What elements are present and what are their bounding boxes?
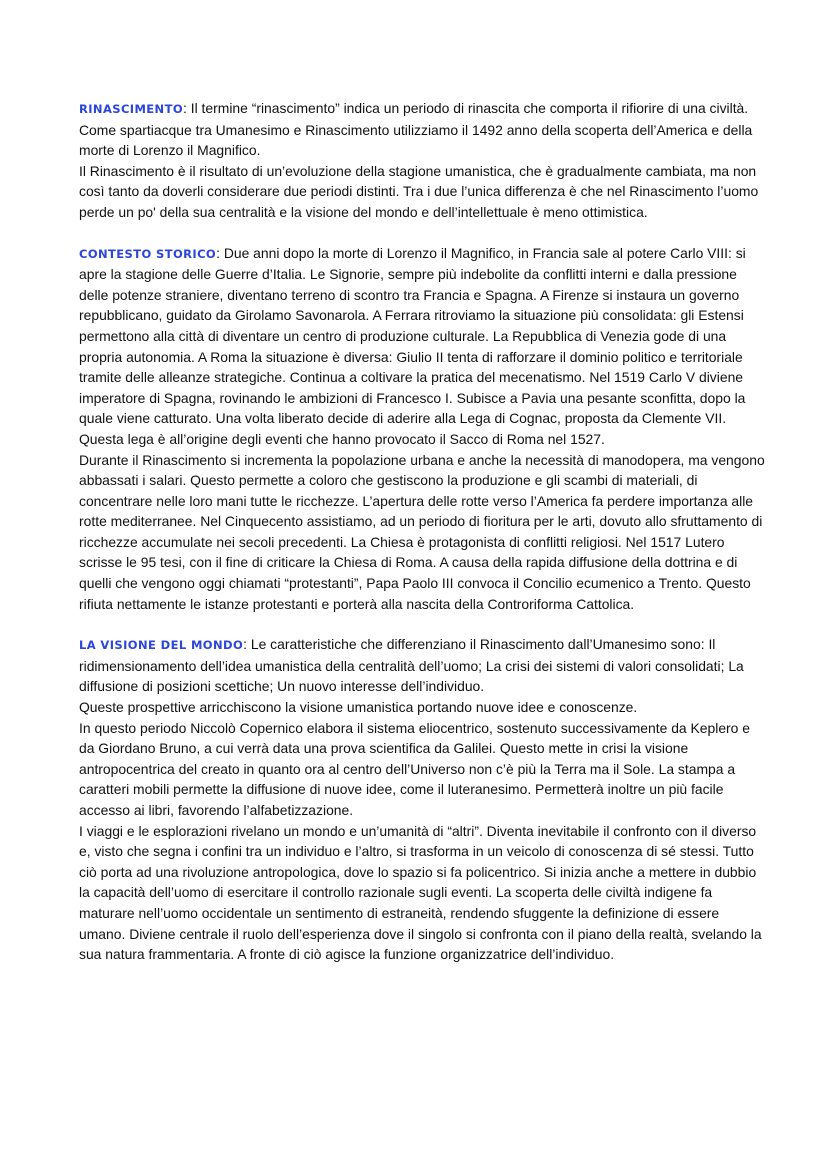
- paragraph: [79, 634, 768, 697]
- paragraph: I viaggi e le esplorazioni rivelano un mondo e un’umanità di “altri”. Diventa inevitabile il confronto con il diverso e, visto che segna i confini tra un individuo e l’altro, si trasforma in un veicolo di conoscenza di sé stessi. Tutto ciò porta ad una rivoluzione antropologica, dove lo spazio si fa policentrico. Si inizia anche a mettere in dubbio la capacità dell’uomo di esercitare il controllo razionale sugli eventi. La scoperta delle civiltà indigene fa maturare nell’uomo occidentale un sentimento di estraneità, rendendo sfuggente la definizione di essere umano. Diviene centrale il ruolo dell’esperienza dove il singolo si confronta con il piano della realtà, svelando la sua natura frammentaria. A fronte di ciò agisce la funzione organizzatrice dell’individuo.: [79, 822, 762, 963]
- paragraph: Il Rinascimento è il risultato di un’evoluzione della stagione umanistica, che è gradualmente cambiata, ma non così tanto da doverli considerare due periodi distinti. Tra i due l’unica differenza è che nel Rinascimento l’uomo perde un po' della sua centralità e la visione del mondo e dell’intellettuale è meno ottimistica.: [79, 162, 759, 220]
- section-rinascimento: [79, 98, 768, 223]
- paragraph: Queste prospettive arricchiscono la visione umanistica portando nuove idee e conoscenze.: [79, 699, 638, 716]
- paragraph-text: : Il termine “rinascimento” indica un periodo di rinascita che comporta il rifiorire di una civiltà. Come spartiacque tra Umanesimo e Rinascimento utilizziamo il 1492 anno della scoperta dell’America e della morte di Lorenzo il Magnifico.: [79, 100, 753, 159]
- paragraph-text: : Due anni dopo la morte di Lorenzo il Magnifico, in Francia sale al potere Carlo VIII: si apre la stagione delle Guerre d’Italia. Le Signorie, sempre più indebolite da conflitti interni e dalla pressione delle potenze straniere, diventano terreno di scontro tra Francia e Spagna. A Firenze si instaura un governo repubblicano, guidato da Girolamo Savonarola. A Ferrara ritroviamo la situazione più consolidata: gli Estensi permettono alla città di diventare un centro di produzione culturale. La Repubblica di Venezia gode di una propria autonomia. A Roma la situazione è diversa: Giulio II tenta di rafforzare il dominio politico e territoriale tramite delle alleanze strategiche. Continua a coltivare la pratica del mecenatismo. Nel 1519 Carlo V diviene imperatore di Spagna, rovinando le ambizioni di Francesco I. Subisce a Pavia una pesante sconfitta, dopo la quale viene catturato. Una volta liberato decide di aderire alla Lega di Cognac, proposta da Clemente VII. Questa lega è all’origine degli eventi che hanno provocato il Sacco di Roma nel 1527.: [79, 244, 746, 447]
- paragraph: Durante il Rinascimento si incrementa la popolazione urbana e anche la necessità di manodopera, ma vengono abbassati i salari. Questo permette a coloro che gestiscono la produzione e gli scambi di materiali, di concentrare nelle loro mani tutte le ricchezze. L’apertura delle rotte verso l’America fa perdere importanza alle rotte mediterranee. Nel Cinquecento assistiamo, ad un periodo di fioritura per le arti, dovuto allo sfruttamento di ricchezze accumulate nei secoli precedenti. La Chiesa è protagonista di conflitti religiosi. Nel 1517 Lutero scrisse le 95 tesi, con il fine di criticare la Chiesa di Roma. A causa della rapida diffusione della dottrina e di quelli che vengono oggi chiamati “protestanti”, Papa Paolo III convoca il Concilio ecumenico a Trento. Questo rifiuta nettamente le istanze protestanti e porterà alla nascita della Controriforma Cattolica.: [79, 451, 765, 612]
- section-visione-del-mondo: [79, 634, 768, 965]
- section-contesto-storico: [79, 243, 768, 615]
- section-heading: LA VISIONE DEL MONDO: [79, 638, 244, 653]
- paragraph: [79, 243, 768, 450]
- paragraph: In questo periodo Niccolò Copernico elabora il sistema eliocentrico, sostenuto successivamente da Keplero e da Giordano Bruno, a cui verrà data una prova scientifica da Galilei. Questo mette in crisi la visione antropocentrica del creato in quanto ora al centro dell’Universo non c’è più la Terra ma il Sole. La stampa a caratteri mobili permette la diffusione di nuove idee, come il luteranesimo. Permetterà inoltre un più facile accesso ai libri, favorendo l’alfabetizzazione.: [79, 719, 750, 818]
- section-heading: RINASCIMENTO: [79, 102, 184, 116]
- section-heading: CONTESTO STORICO: [79, 246, 217, 261]
- paragraph: [79, 98, 768, 161]
- paragraph-text: : Le caratteristiche che differenziano il Rinascimento dall’Umanesimo sono: Il ridimensionamento dell’idea umanistica della centralità dell’uomo; La crisi dei sistemi di valori consolidati; La diffusione di posizioni scettiche; Un nuovo interesse dell’individuo.: [79, 636, 744, 695]
